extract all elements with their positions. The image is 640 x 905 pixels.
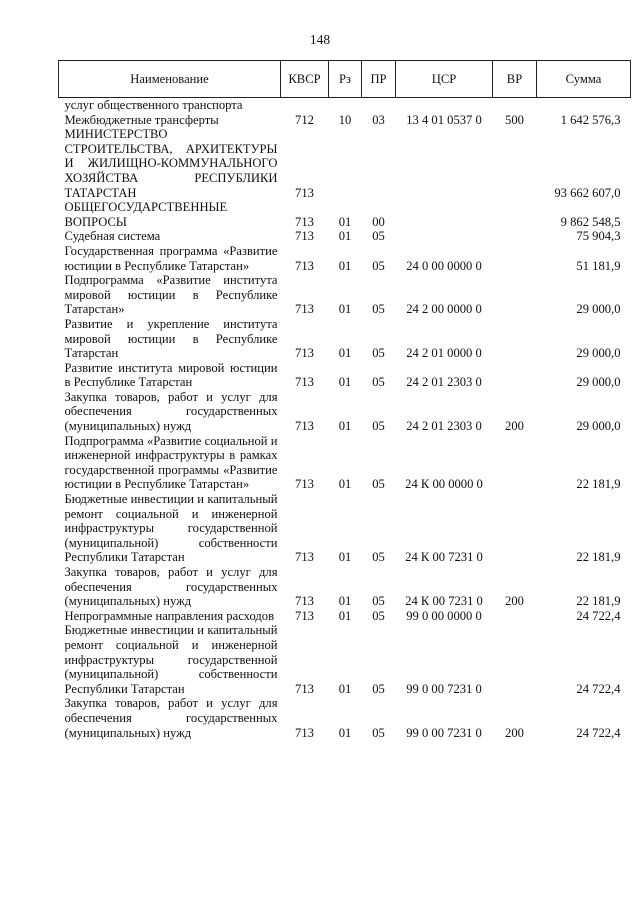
- cell-rz: 01: [338, 550, 352, 565]
- cell-rz: [329, 98, 362, 113]
- cell-kvsr: 713: [295, 375, 314, 390]
- cell-csr: [396, 200, 493, 229]
- cell-vr: [493, 623, 537, 696]
- cell-name: Развитие и укрепление института мировой юстиции в Республике Татарстан: [64, 316, 278, 361]
- page-number: 148: [309, 32, 331, 47]
- cell-pr: [362, 98, 396, 113]
- table-row: [59, 492, 631, 565]
- header-pr: ПР: [362, 61, 396, 98]
- cell-pr: 05: [372, 725, 385, 740]
- cell-kvsr: 713: [295, 681, 314, 696]
- cell-sum: 22 181,9: [576, 477, 621, 492]
- table-body: [59, 98, 631, 741]
- cell-name: услуг общественного транспорта: [64, 98, 243, 112]
- cell-rz: 01: [338, 419, 352, 434]
- cell-pr: 05: [372, 229, 385, 244]
- table-row: [59, 565, 631, 609]
- cell-vr: [493, 244, 537, 273]
- cell-name: Государственная программа «Развитие юстиции в Республике Татарстан»: [64, 243, 278, 273]
- cell-pr: 05: [372, 375, 385, 390]
- table-row: [59, 609, 631, 624]
- table-row: [59, 200, 631, 229]
- cell-name: Бюджетные инвестиции и капитальный ремонт социальной и инженерной инфраструктуры государственной (муниципальной) собственности Республики Татарстан: [64, 492, 278, 565]
- cell-kvsr: 713: [295, 258, 314, 273]
- cell-csr: 24 2 01 2303 0: [406, 419, 482, 434]
- table-row: [59, 361, 631, 390]
- cell-sum: 93 662 607,0: [554, 185, 621, 200]
- cell-rz: 01: [338, 725, 352, 740]
- cell-vr: [493, 200, 537, 229]
- cell-sum: 24 722,4: [576, 681, 621, 696]
- cell-sum: 24 722,4: [576, 725, 621, 740]
- cell-rz: 01: [338, 594, 352, 609]
- cell-csr: 99 0 00 7231 0: [406, 681, 482, 696]
- cell-kvsr: 713: [295, 550, 314, 565]
- cell-csr: 24 2 00 0000 0: [406, 302, 482, 317]
- cell-kvsr: 713: [295, 229, 314, 244]
- cell-sum: 75 904,3: [576, 229, 621, 244]
- cell-pr: 05: [372, 681, 385, 696]
- cell-pr: 05: [372, 419, 385, 434]
- cell-csr: 24 К 00 0000 0: [405, 477, 483, 492]
- cell-vr: [493, 229, 537, 244]
- cell-name: Судебная система: [64, 229, 161, 244]
- cell-sum: 22 181,9: [576, 550, 621, 565]
- header-rz: Рз: [329, 61, 362, 98]
- header-vr: ВР: [493, 61, 537, 98]
- cell-csr: [396, 98, 493, 113]
- cell-vr: 200: [505, 419, 524, 434]
- cell-csr: 24 К 00 7231 0: [405, 550, 483, 565]
- cell-rz: 01: [338, 346, 352, 361]
- cell-sum: 1 642 576,3: [560, 112, 621, 127]
- cell-rz: 01: [338, 302, 352, 317]
- cell-kvsr: 713: [295, 185, 314, 200]
- cell-rz: 01: [338, 375, 352, 390]
- cell-kvsr: [281, 98, 329, 113]
- cell-sum: 29 000,0: [576, 419, 621, 434]
- cell-pr: 00: [372, 214, 385, 229]
- header-csr: ЦСР: [396, 61, 493, 98]
- cell-sum: 22 181,9: [576, 594, 621, 609]
- cell-rz: 01: [338, 229, 352, 244]
- cell-sum: 29 000,0: [576, 375, 621, 390]
- cell-vr: [493, 492, 537, 565]
- cell-vr: [493, 273, 537, 317]
- cell-csr: 99 0 00 0000 0: [406, 608, 482, 623]
- cell-pr: 03: [372, 112, 385, 127]
- cell-rz: 01: [338, 258, 352, 273]
- table-row: [59, 317, 631, 361]
- cell-csr: [396, 127, 493, 200]
- cell-sum: [537, 98, 631, 113]
- table-row: [59, 390, 631, 434]
- cell-vr: [493, 98, 537, 113]
- cell-pr: 05: [372, 302, 385, 317]
- cell-name: Непрограммные направления расходов: [64, 608, 275, 623]
- cell-name: Межбюджетные трансферты: [64, 112, 219, 127]
- cell-pr: [362, 127, 396, 200]
- cell-name: Закупка товаров, работ и услуг для обеспечения государственных (муниципальных) нужд: [64, 565, 278, 609]
- header-name: Наименование: [59, 61, 281, 98]
- table-row: [59, 98, 631, 113]
- cell-pr: 05: [372, 258, 385, 273]
- cell-kvsr: 713: [295, 346, 314, 361]
- cell-pr: 05: [372, 608, 385, 623]
- cell-vr: 200: [505, 725, 524, 740]
- cell-csr: 13 4 01 0537 0: [406, 112, 482, 127]
- cell-rz: 01: [338, 214, 352, 229]
- cell-kvsr: 712: [295, 112, 314, 127]
- cell-kvsr: 713: [295, 419, 314, 434]
- cell-csr: 99 0 00 7231 0: [406, 725, 482, 740]
- table-row: [59, 696, 631, 740]
- cell-pr: 05: [372, 477, 385, 492]
- cell-kvsr: 713: [295, 302, 314, 317]
- cell-name: Закупка товаров, работ и услуг для обеспечения государственных (муниципальных) нужд: [64, 696, 278, 740]
- cell-rz: 01: [338, 681, 352, 696]
- cell-vr: [493, 434, 537, 492]
- table-row: [59, 434, 631, 492]
- cell-vr: [493, 361, 537, 390]
- cell-rz: [329, 127, 362, 200]
- cell-sum: 24 722,4: [576, 608, 621, 623]
- cell-vr: 500: [505, 112, 524, 127]
- cell-pr: 05: [372, 594, 385, 609]
- cell-vr: [493, 609, 537, 624]
- cell-sum: 51 181,9: [576, 258, 621, 273]
- table-row: [59, 623, 631, 696]
- cell-sum: 9 862 548,5: [560, 214, 621, 229]
- cell-rz: 01: [338, 608, 352, 623]
- table-row: [59, 244, 631, 273]
- cell-name: МИНИСТЕРСТВО СТРОИТЕЛЬСТВА, АРХИТЕКТУРЫ И ЖИЛИЩНО-КОММУНАЛЬНОГО ХОЗЯЙСТВА РЕСПУБЛИКИ ТАТАРСТАН: [64, 127, 278, 200]
- cell-pr: 05: [372, 346, 385, 361]
- cell-rz: 01: [338, 477, 352, 492]
- table-row: [59, 113, 631, 128]
- cell-csr: 24 2 01 0000 0: [406, 346, 482, 361]
- cell-kvsr: 713: [295, 725, 314, 740]
- cell-name: Подпрограмма «Развитие социальной и инженерной инфраструктуры в рамках государственной программы «Развитие юстиции в Республике Татарстан»: [64, 433, 278, 492]
- cell-kvsr: 713: [295, 477, 314, 492]
- cell-kvsr: 713: [295, 594, 314, 609]
- cell-name: Подпрограмма «Развитие института мировой юстиции в Республике Татарстан»: [64, 273, 278, 317]
- table-row: [59, 273, 631, 317]
- cell-name: Развитие института мировой юстиции в Республике Татарстан: [64, 360, 278, 390]
- cell-rz: 10: [338, 112, 352, 127]
- cell-csr: [396, 229, 493, 244]
- cell-csr: 24 2 01 2303 0: [406, 375, 482, 390]
- table-header: [59, 61, 631, 98]
- cell-sum: 29 000,0: [576, 302, 621, 317]
- cell-kvsr: 713: [295, 608, 314, 623]
- table-row: [59, 229, 631, 244]
- cell-csr: 24 0 00 0000 0: [406, 258, 482, 273]
- table-row: [59, 127, 631, 200]
- cell-vr: [493, 127, 537, 200]
- cell-sum: 29 000,0: [576, 346, 621, 361]
- budget-table: [58, 60, 631, 740]
- header-sum: Сумма: [537, 61, 631, 98]
- cell-name: Бюджетные инвестиции и капитальный ремонт социальной и инженерной инфраструктуры государственной (муниципальной) собственности Республики Татарстан: [64, 623, 278, 696]
- cell-vr: [493, 317, 537, 361]
- cell-name: Закупка товаров, работ и услуг для обеспечения государственных (муниципальных) нужд: [64, 389, 278, 434]
- cell-vr: 200: [505, 594, 524, 609]
- cell-kvsr: 713: [295, 214, 314, 229]
- cell-name: ОБЩЕГОСУДАРСТВЕННЫЕ ВОПРОСЫ: [64, 200, 228, 229]
- cell-pr: 05: [372, 550, 385, 565]
- header-kvsr: КВСР: [281, 61, 329, 98]
- cell-csr: 24 К 00 7231 0: [405, 594, 483, 609]
